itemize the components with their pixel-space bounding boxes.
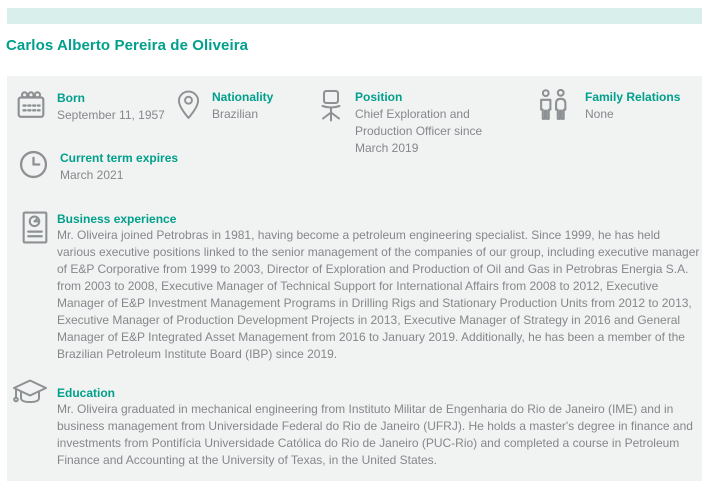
clock-icon	[19, 150, 48, 179]
page-title: Carlos Alberto Pereira de Oliveira	[6, 37, 249, 54]
fact-value-position: Chief Exploration and Production Officer since March 2019	[355, 107, 483, 155]
top-accent-bar	[7, 8, 702, 24]
fact-value-nationality: Brazilian	[212, 107, 259, 121]
section-heading-education: Education	[57, 386, 116, 400]
office-chair-icon	[318, 89, 344, 122]
section-text-education: Mr. Oliveira graduated in mechanical engineering from Instituto Militar de Engenharia do Rio de Janeiro (IME) and in business management from Universidade Federal do Rio de Janeiro (UFRJ). He holds a master's degree in finance and investments from Pontifícia Universidade Católica do Rio de Janeiro (PUC-Rio) and completed a course in Petroleum Finance and Accounting at the University of Texas, in the United States.	[57, 402, 693, 467]
fact-value-current-term: March 2021	[60, 168, 124, 182]
family-icon	[538, 89, 569, 123]
fact-label-current-term: Current term expires	[60, 151, 179, 165]
fact-label-position: Position	[355, 90, 403, 104]
fact-family-relations	[538, 89, 680, 123]
section-heading-business-experience: Business experience	[57, 212, 177, 226]
section-text-business-experience: Mr. Oliveira joined Petrobras in 1981, having become a petroleum engineering specialist. Since 1999, he has held various executive positions linked to the senior management of the companies of our group, including executive manager of E&P Corporative from 1999 to 2003, Director of Exploration and Production of Oil and Gas in Petrobras Energia S.A. from 2003 to 2008, Executive Manager of Technical Support for International Affairs from 2008 to 2012, Executive Manager of E&P Investment Management Programs in Drilling Rigs and Stationary Production Units from 2012 to 2013, Executive Manager of Production Development Projects in 2013, Executive Manager of Strategy in 2016 and General Manager of E&P Integrated Asset Management from 2016 to January 2019. Additionally, he has been a member of the Brazilian Petroleum Institute Board (IBP) since 2019.	[57, 228, 700, 361]
fact-value-born: September 11, 1957	[57, 108, 165, 122]
fact-nationality	[177, 89, 273, 123]
fact-label-family-relations: Family Relations	[585, 90, 681, 104]
fact-position	[318, 89, 483, 157]
fact-label-nationality: Nationality	[212, 90, 274, 104]
calendar-icon	[16, 90, 46, 120]
fact-born	[16, 90, 165, 124]
fact-current-term	[19, 150, 178, 184]
fact-label-born: Born	[57, 91, 85, 105]
fact-value-family-relations: None	[585, 107, 614, 121]
location-pin-icon	[177, 89, 200, 121]
graduation-cap-icon	[11, 378, 49, 409]
report-document-icon	[22, 211, 48, 244]
